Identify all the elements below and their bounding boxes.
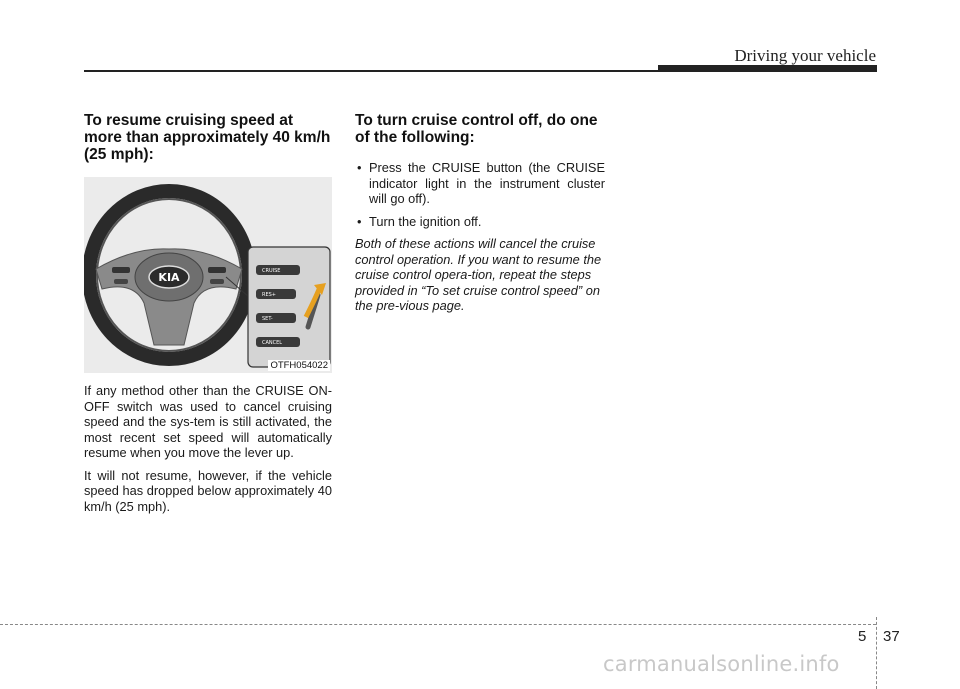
cruise-off-list bbox=[355, 160, 605, 229]
header-rule-thick bbox=[658, 65, 877, 72]
bullet-icon: • bbox=[357, 213, 362, 229]
list-item: • Turn the ignition off. bbox=[357, 213, 482, 229]
resume-paragraph-1: If any method other than the CRUISE ON-OFF switch was used to cancel cruising speed and the sys-tem is still activated, the most recent set speed will automatically resume when you move the lever up. bbox=[84, 383, 332, 460]
footer-divider bbox=[876, 617, 878, 689]
page-number: 37 bbox=[883, 628, 900, 645]
footer-rule bbox=[0, 624, 876, 625]
svg-text:CANCEL: CANCEL bbox=[262, 340, 283, 346]
steering-wheel-figure bbox=[84, 177, 332, 373]
svg-text:RES+: RES+ bbox=[262, 292, 276, 298]
chapter-number: 5 bbox=[858, 628, 867, 645]
kia-logo-text: KIA bbox=[158, 271, 180, 284]
svg-text:SET-: SET- bbox=[262, 316, 273, 322]
section-title: Driving your vehicle bbox=[734, 46, 876, 65]
resume-paragraph-2: It will not resume, however, if the vehicle speed has dropped below approximately 40 km/h (25 mph). bbox=[84, 467, 332, 514]
bullet-icon: • bbox=[357, 160, 362, 175]
list-item: • Press the CRUISE button (the CRUISE indicator light in the instrument cluster will go off). bbox=[357, 160, 605, 206]
steering-wheel-illustration bbox=[84, 177, 332, 373]
cruise-off-heading: To turn cruise control off, do one of the following: bbox=[355, 112, 598, 146]
header-rule bbox=[84, 70, 658, 72]
figure-code: OTFH054022 bbox=[270, 360, 328, 371]
watermark: carmanualsonline.info bbox=[603, 652, 840, 676]
right-column bbox=[355, 112, 605, 314]
svg-text:CRUISE: CRUISE bbox=[262, 268, 281, 274]
resume-heading: To resume cruising speed at more than approximately 40 km/h (25 mph): bbox=[84, 112, 331, 163]
cruise-off-note: Both of these actions will cancel the cruise control operation. If you want to resume the cruise control opera-tion, repeat the steps provided in “To set cruise control speed” on the pre-vious page. bbox=[355, 236, 602, 313]
left-column bbox=[84, 112, 332, 521]
